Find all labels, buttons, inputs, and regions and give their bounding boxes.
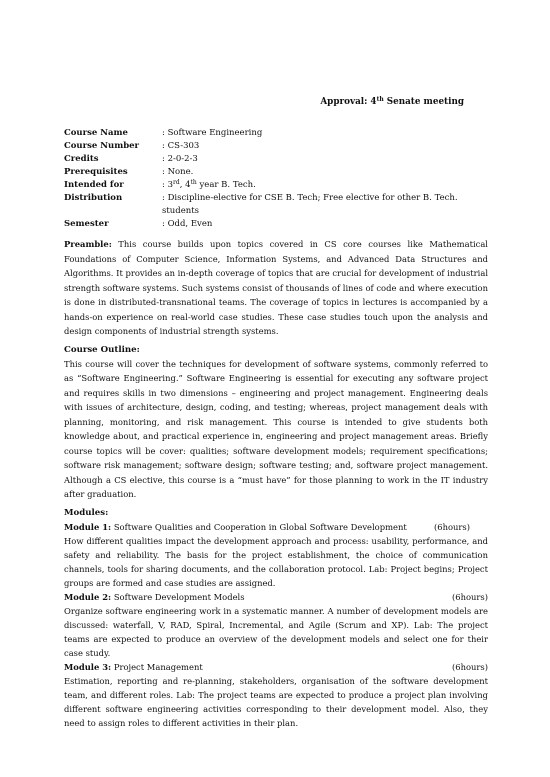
module-1-heading [64,520,488,534]
preamble-paragraph [64,237,488,339]
intended-v3: year B. Tech. [196,180,256,190]
meta-row-prerequisites [64,166,488,179]
module-hours: (6hours) [452,591,488,602]
meta-value: : None. [162,167,194,177]
intended-v1: : 3 [162,180,173,190]
approval-line [64,96,464,108]
module-3-heading [64,660,488,674]
module-label: Module 1: [64,521,112,532]
meta-row-intended-for [64,179,488,192]
meta-value: : 2-0-2-3 [162,154,198,164]
meta-key: Intended for [64,180,124,190]
approval-suffix: Senate meeting [383,97,464,107]
meta-key: Semester [64,219,109,229]
meta-key: Course Number [64,141,140,151]
module-label: Module 3: [64,661,112,672]
meta-row-distribution [64,192,488,218]
module-3-body: Estimation, reporting and re-planning, stakeholders, organisation of the software development team, and different roles. Lab: The project teams are expected to produce a project plan involving different software engineering activities corresponding to their development model. Also, they need to assign roles to different activities in their plan. [64,675,488,728]
preamble-text: This course builds upon topics covered in CS core courses like Mathematical Foundations of Computer Science, Information Systems, and Advanced Data Structures and Algorithms. It provides an in-depth coverage of topics that are crucial for development of industrial strength software systems. Such systems consist of thousands of lines of code and where execution is done in distributed-transnational teams. The coverage of topics in lectures is accompanied by a hands-on experience on real-world case studies. These case studies touch upon the analysis and design components of industrial strength systems. [64,239,488,336]
course-meta-table [64,127,488,231]
course-outline-paragraph: This course will cover the techniques for development of software systems, commonly referred to as “Software Engineering.” Software Engineering is essential for executing any software project and requires skills in two dimensions – engineering and project management. Engineering deals with issues of architecture, design, coding, and testing; whereas, project management deals with planning, monitoring, and risk management. This course is intended to give students both knowledge about, and practical experience in, engineering and project management areas. Briefly course topics will be cover: qualities; software development models; requirement specifications; software risk management; software design; software testing; and, software project management. Although a CS elective, this course is a “must have” for those planning to work in the IT industry after graduation. [64,358,488,499]
module-hours: (6hours) [434,521,470,532]
module-title: Project Management [111,661,203,672]
meta-key: Distribution [64,193,123,203]
module-label: Module 2: [64,591,112,602]
preamble-label: Preamble: [64,239,112,249]
module-1-body: How different qualities impact the development approach and process: usability, performance, and safety and reliability. The basis for the project establishment, the choice of communication channels, tools for sharing documents, and the collaboration protocol. Lab: Project begins; Project groups are formed and case studies are assigned. [64,535,488,588]
intended-v2: , 4 [179,180,191,190]
meta-value: : Discipline-elective for CSE B. Tech; Free elective for other B. Tech. students [162,193,458,216]
intended-s2: th [190,179,197,186]
intended-s1: rd [172,179,180,186]
modules-heading: Modules: [64,507,109,518]
course-outline-heading: Course Outline: [64,344,140,355]
approval-sup: th [376,96,384,103]
meta-value: : Software Engineering [162,128,263,138]
module-title: Software Qualities and Cooperation in Global Software Development [111,521,407,532]
meta-row-credits [64,153,488,166]
approval-prefix: Approval: 4 [320,97,377,107]
meta-row-course-name [64,127,488,140]
meta-value: : Odd, Even [162,219,213,229]
module-hours: (6hours) [452,661,488,672]
meta-key: Credits [64,154,99,164]
meta-row-semester [64,218,488,231]
meta-key: Course Name [64,128,128,138]
module-2-heading [64,590,488,604]
meta-row-course-number [64,140,488,153]
meta-value: : CS-303 [162,141,200,151]
module-title: Software Development Models [111,591,245,602]
meta-key: Prerequisites [64,167,128,177]
module-2-body: Organize software engineering work in a systematic manner. A number of development models are discussed: waterfall, V, RAD, Spiral, Incremental, and Agile (Scrum and XP). Lab: The project teams are expected to produce an overview of the development models and select one for their case study. [64,605,488,658]
meta-value [162,179,488,192]
